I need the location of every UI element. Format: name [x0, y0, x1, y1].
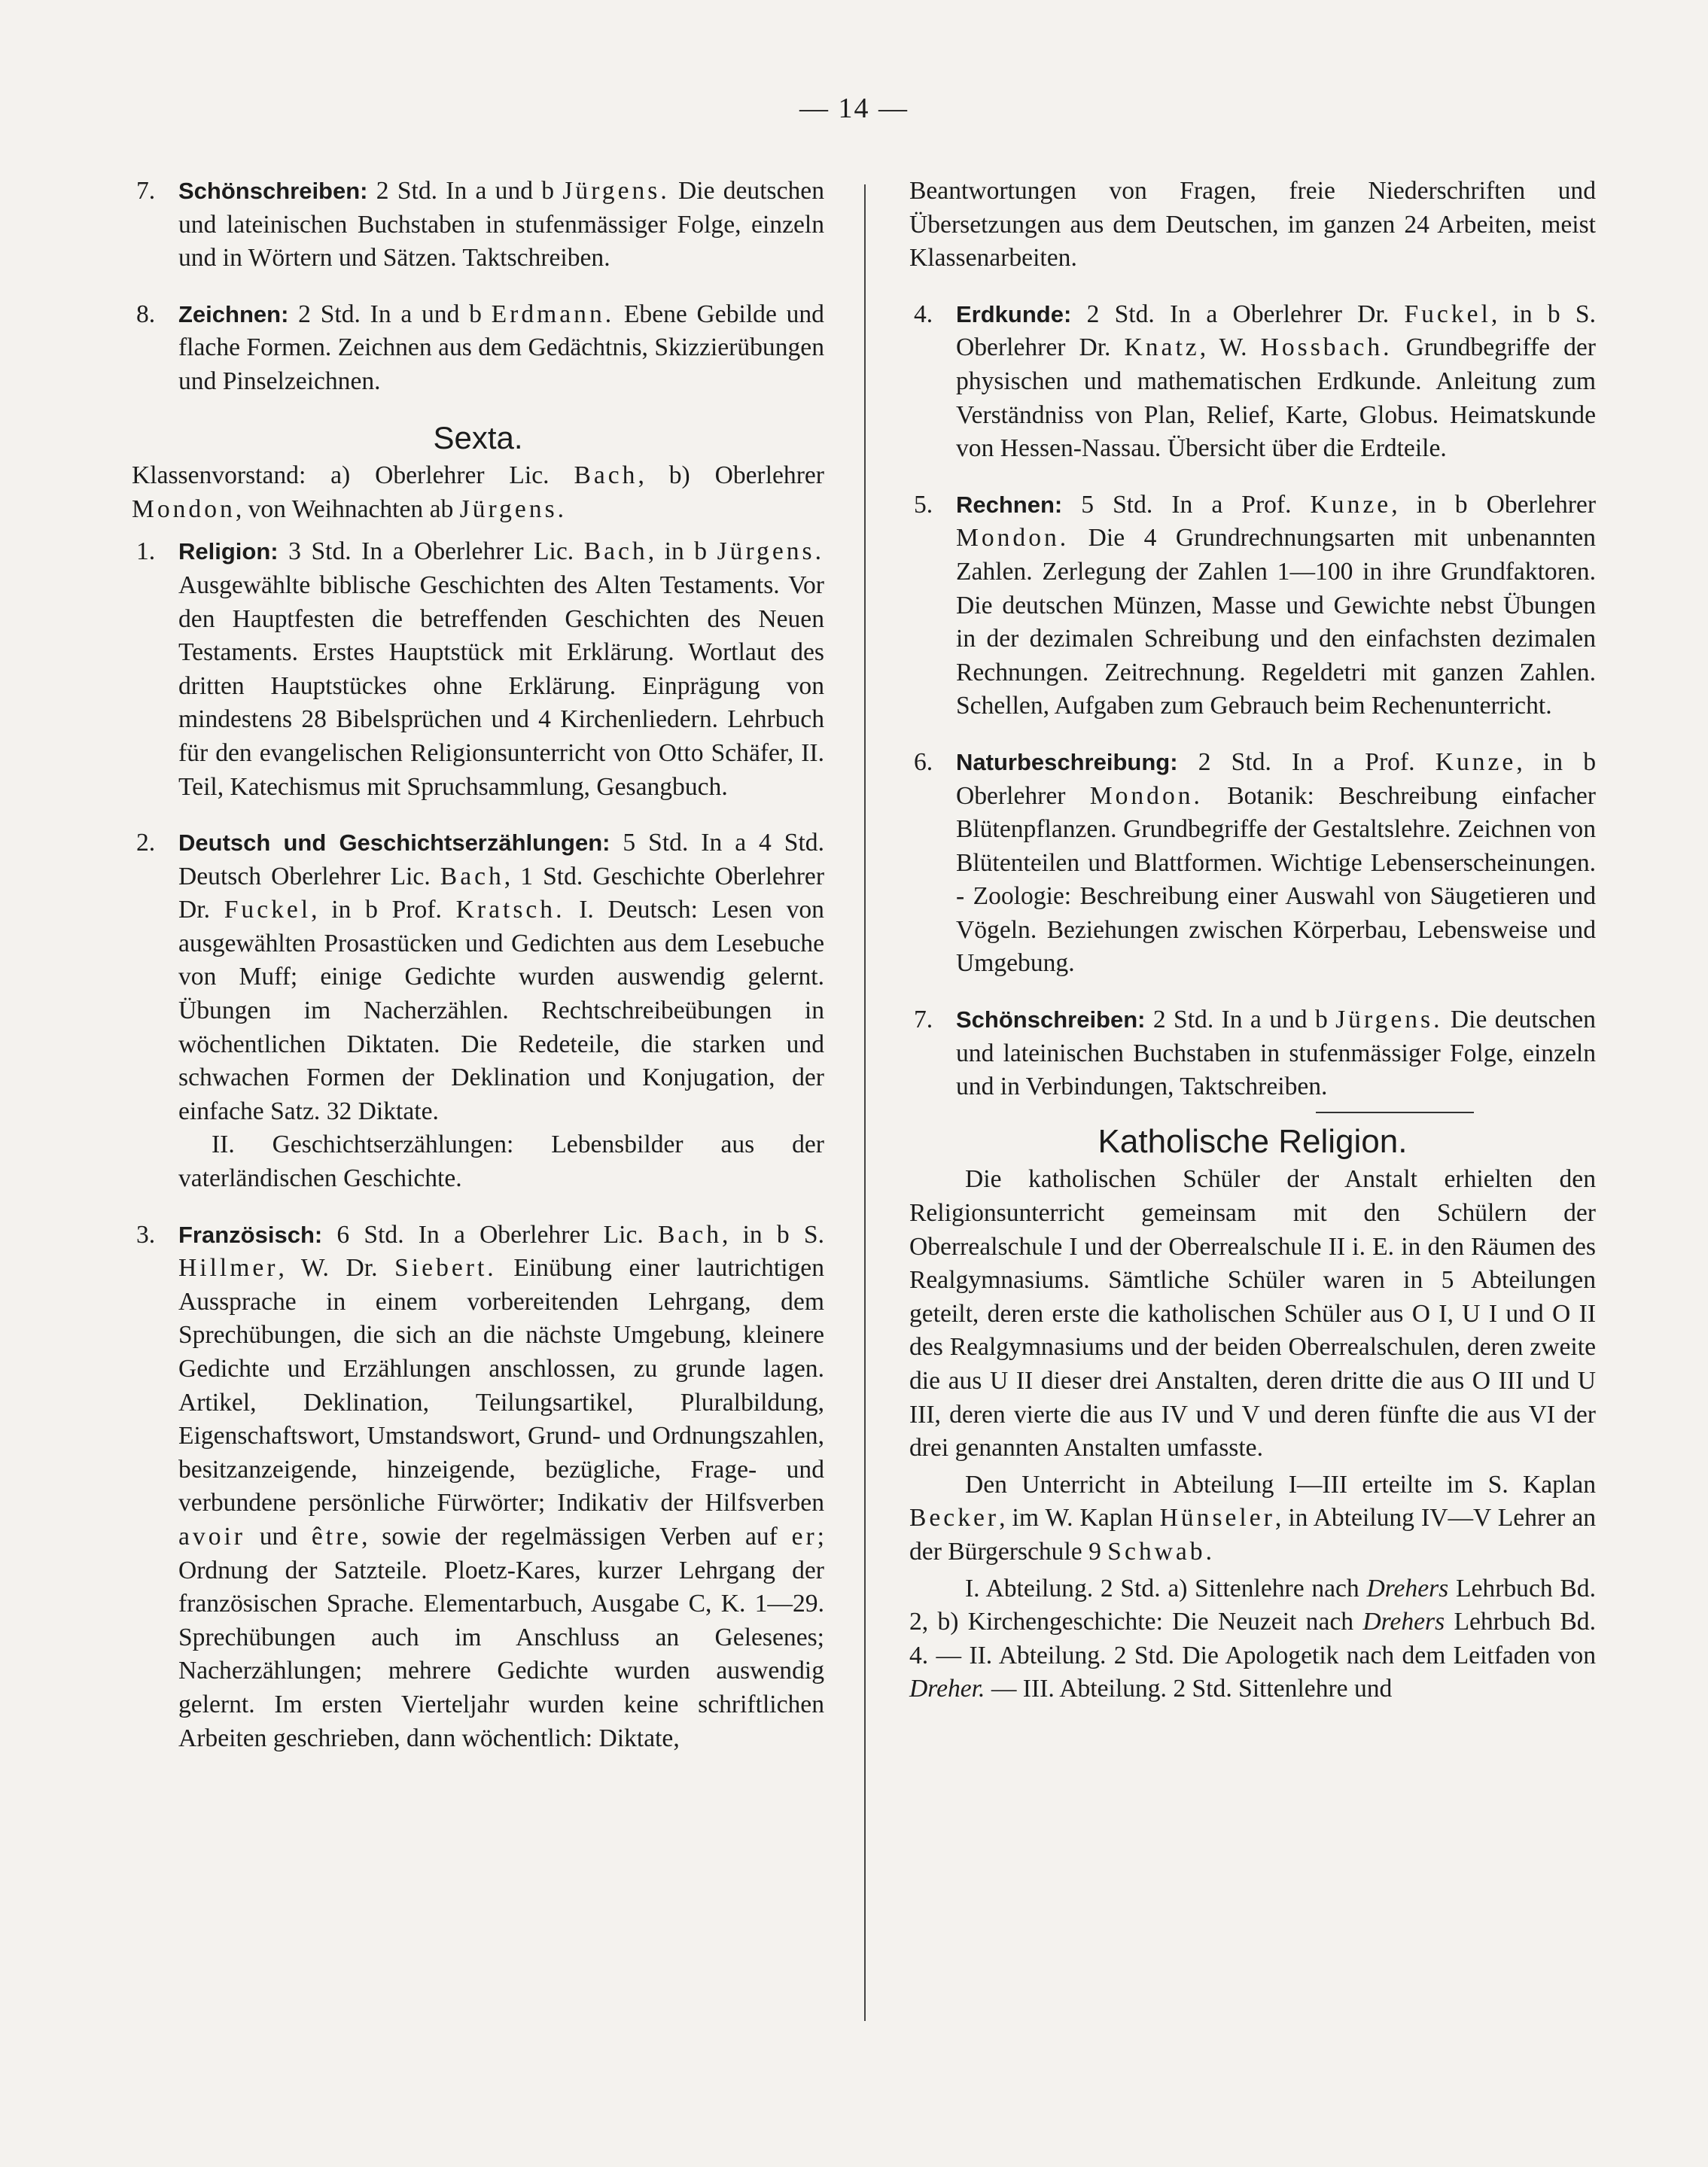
teacher-name: Knatz [1124, 333, 1200, 362]
item-text: Ebene Gebilde und flache Formen. Zeichnen aus dem Gedächtnis, Skizzierübungen und Pinselzeichnen. [178, 300, 824, 395]
french-word: être [311, 1522, 362, 1551]
book-author: Drehers [1366, 1574, 1449, 1602]
paragraph-schueler: Die katholischen Schüler der Anstalt erhielten den Religionsunterricht gemeinsam mit den Schülern der Oberrealschule I und der Oberrealschule II i. E. in den Räumen des Realgymnasiums. Sämtliche Schüler waren in 5 Abteilungen geteilt, deren erste die katholischen Schüler aus O I, U I und O II des Realgymnasiums und der beiden Oberrealschulen, deren zweite die aus U II dieser drei Anstalten, deren dritte die aus O III und U III, deren vierte die aus IV und V und deren fünfte die aus VI der drei genannten Anstalten umfasste. [909, 1165, 1596, 1462]
item-text: Die deutschen und lateinischen Buchstaben in stufenmässiger Folge, einzeln und in Verbindungen, Taktschreiben. [956, 1006, 1596, 1101]
book-author: Dreher. [909, 1675, 985, 1703]
teacher-name: Erdmann. [491, 300, 615, 328]
teacher-name: Bach [440, 862, 504, 890]
item-rechnen [909, 488, 1596, 723]
para-text: , im W. Kaplan [999, 1504, 1153, 1532]
item-heading: Zeichnen: [178, 300, 289, 327]
kv-text: , von Weihnachten ab [235, 495, 454, 523]
item-hours: 2 Std. In a und b [1152, 1006, 1328, 1034]
para-text: I. Abteilung. 2 Std. a) Sittenlehre nach [965, 1574, 1359, 1602]
teacher-name: Jürgens. [562, 177, 670, 205]
teacher-name: Hünseler [1159, 1504, 1275, 1532]
item-heading: Schönschreiben: [178, 178, 368, 204]
french-word: avoir [178, 1522, 245, 1551]
teacher-name: Hossbach. [1260, 333, 1393, 362]
item-text: , W. Dr. [278, 1254, 378, 1283]
section-title-sexta: Sexta. [433, 419, 523, 455]
teacher-name: Schwab. [1107, 1537, 1215, 1566]
item-number: 7. [914, 1006, 933, 1034]
item-schoenschreiben-sexta [909, 1003, 1596, 1104]
item-heading: Rechnen: [956, 491, 1063, 518]
item-number: 3. [136, 1220, 156, 1249]
teacher-name: Jürgens. [1335, 1006, 1443, 1034]
item-text: , in b S. Oberlehrer Dr. [956, 300, 1596, 362]
left-column [132, 175, 824, 1778]
item-heading: Schönschreiben: [956, 1006, 1146, 1033]
teacher-name: Bach [658, 1220, 723, 1249]
item-naturbeschreibung [909, 746, 1596, 981]
right-column [909, 175, 1596, 1709]
item-franzoesisch [132, 1219, 824, 1756]
item-hours: 3 Std. In a Oberlehrer Lic. [288, 537, 574, 566]
item-schoenschreiben [132, 175, 824, 275]
item-heading: Französisch: [178, 1221, 323, 1248]
kv-text: , b) Oberlehrer [638, 461, 824, 490]
item-text: Einübung einer lautrichtigen Aussprache in einem vorbereitenden Lehrgang, dem Sprechübungen, die sich an die nächste Umgebung, kleinere Gedichte und Erzählungen anschlossen, zu grunde lagen. Artikel, Deklination, Teilungsartikel, Pluralbildung, Eigenschaftswort, Umstandswort, Grund- und Ordnungszahlen, besitzanzeigende, hinzeigende, bezügliche, Frage- und verbundene persönliche Fürwörter; Indikativ der Hilfsverben [178, 1254, 825, 1517]
teacher-name: Kunze [1310, 490, 1392, 519]
item-text: , sowie der regelmässigen Verben auf [361, 1522, 778, 1551]
item-hours: 2 Std. In a und b [376, 177, 555, 205]
paragraph-abteilung [909, 1572, 1596, 1706]
item-heading: Religion: [178, 538, 279, 565]
item-text: Botanik: Beschreibung einfacher Blütenpflanzen. Grundbegriffe der Gestaltslehre. Zeichnen von Blütenteilen und Blattformen. Wichtige Lebenserscheinungen. - Zoologie: Beschreibung einer Auswahl von Säugetieren und Vögeln. Beziehungen zwischen Körperbau, Lebensweise und Umgebung. [956, 781, 1596, 978]
item-hours: 2 Std. In a Prof. [1198, 747, 1415, 776]
teacher-name: Jürgens. [717, 537, 824, 566]
item-text: und [259, 1522, 298, 1551]
continuation-text: Beantwortungen von Fragen, freie Niederschriften und Übersetzungen aus dem Deutschen, im ganzen 24 Arbeiten, meist Klassenarbeiten. [909, 177, 1596, 272]
section-title-katholische-religion: Katholische Religion. [1098, 1122, 1408, 1160]
item-religion [132, 535, 824, 804]
item-text: Die 4 Grundrechnungsarten mit unbenannten Zahlen. Zerlegung der Zahlen 1—100 in ihre Grundfaktoren. Die deutschen Münzen, Masse und Gewichte nebst Übungen in der dezimalen Schreibung und den einfachsten dezimalen Rechnungen. Zeitrechnung. Regeldetri mit ganzen Zahlen. Schellen, Aufgaben zum Gebrauch beim Rechenunterricht. [956, 524, 1596, 720]
teacher-name: Fuckel [1404, 300, 1491, 328]
section-rule [1316, 1112, 1474, 1113]
item-erdkunde [909, 298, 1596, 466]
teacher-name: Mondon. [1089, 781, 1203, 810]
item-heading: Naturbeschreibung: [956, 748, 1178, 775]
paragraph-unterricht [909, 1469, 1596, 1569]
item-number: 7. [136, 177, 156, 205]
item-text: Ausgewählte biblische Geschichten des Alten Testaments. Vor den Hauptfesten die betreffenden Geschichten des Neuen Testaments. Erstes Hauptstück mit Erklärung. Wortlaut des dritten Hauptstückes ohne Erklärung. Einprägung von mindestens 28 Bibelsprüchen und 4 Kirchenliedern. Lehrbuch für den evangelischen Religionsunterricht von Otto Schäfer, II. Teil, Katechismus mit Spruchsammlung, Gesangbuch. [178, 571, 824, 801]
item-heading: Erdkunde: [956, 300, 1072, 327]
teacher-name: Fuckel [224, 896, 312, 924]
item-text: , in b Oberlehrer [1391, 490, 1596, 519]
item-number: 5. [914, 490, 933, 519]
french-word: er [791, 1522, 817, 1551]
item-number: 1. [136, 537, 156, 566]
item-text: ; Ordnung der Satzteile. Ploetz-Kares, kurzer Lehrgang der französischen Sprache. Elementarbuch, Ausgabe C, K. 1—29. Sprechübungen auch im Anschluss an Gelesenes; Nacherzählungen; mehrere Gedichte wurden auswendig gelernt. Im ersten Vierteljahr wurden keine schriftlichen Arbeiten geschrieben, dann wöchentlich: Diktate, [178, 1522, 824, 1752]
teacher-name: Becker [909, 1504, 1000, 1532]
item-number: 6. [914, 747, 933, 776]
item-subtext: II. Geschichtserzählungen: Lebensbilder aus der vaterländischen Geschichte. [178, 1131, 824, 1193]
kv-text: Klassenvorstand: a) Oberlehrer Lic. [132, 461, 550, 490]
para-text: Den Unterricht in Abteilung I—III erteilte im S. Kaplan [965, 1470, 1596, 1499]
para-text: , in Abteilung IV—V Lehrer an der Bürgerschule 9 [909, 1504, 1597, 1566]
para-text: — III. Abteilung. 2 Std. Sittenlehre und [991, 1675, 1393, 1703]
item-zeichnen [132, 298, 824, 399]
teacher-name: Kunze [1435, 747, 1517, 776]
item-text: Die deutschen und lateinischen Buchstaben in stufenmässiger Folge, einzeln und in Wörtern und Sätzen. Taktschreiben. [178, 177, 824, 272]
teacher-name: Jürgens. [459, 495, 568, 523]
klassenvorstand [132, 459, 824, 526]
teacher-name: Bach [583, 537, 648, 566]
page-number: — 14 — [799, 93, 909, 124]
item-number: 4. [914, 300, 933, 328]
item-text: , in b Oberlehrer [956, 747, 1597, 810]
teacher-name: Siebert. [394, 1254, 497, 1283]
item-hours: 5 Std. In a 4 Std. Deutsch Oberlehrer Lic. [178, 829, 824, 890]
item-text: , in b S. [722, 1220, 824, 1249]
item-number: 2. [136, 829, 156, 857]
item-text: Grundbegriffe der physischen und mathematischen Erdkunde. Anleitung zum Verständniss von Plan, Relief, Karte, Globus. Heimatskunde von Hessen-Nassau. Übersicht über die Erdteile. [956, 333, 1596, 463]
item-hours: 5 Std. In a Prof. [1081, 490, 1292, 519]
item-number: 8. [136, 300, 156, 328]
para-text: Lehrbuch Bd. 4. — II. Abteilung. 2 Std. Die Apologetik nach dem Leitfaden von [909, 1608, 1596, 1669]
teacher-name: Mondon. [956, 524, 1070, 552]
column-divider [864, 184, 866, 2021]
item-text: , in b Prof. [311, 896, 442, 924]
teacher-name: Bach [574, 461, 638, 490]
item-text: , W. [1199, 333, 1247, 362]
item-text: , 1 Std. Geschichte Oberlehrer Dr. [178, 862, 825, 924]
item-text: I. Deutsch: Lesen von ausgewählten Prosastücken und Gedichten aus dem Lesebuche von Muff; einige Gedichte wurden auswendig gelernt. Übungen im Nacherzählen. Rechtschreibeübungen in wöchentlichen Diktaten. Die Redeteile, die starken und schwachen Formen der Deklination und Konjugation, der einfache Satz. 32 Diktate. [178, 896, 824, 1125]
item-hours: 6 Std. In a Oberlehrer Lic. [336, 1220, 644, 1249]
para-text: Lehrbuch Bd. 2, b) Kirchengeschichte: Die Neuzeit nach [909, 1574, 1596, 1636]
teacher-name: Hillmer [178, 1254, 279, 1283]
item-hours: 2 Std. In a und b [298, 300, 482, 328]
item-text: , in b [647, 537, 708, 566]
teacher-name: Mondon [132, 495, 236, 523]
book-author: Drehers [1362, 1608, 1445, 1636]
item-hours: 2 Std. In a Oberlehrer Dr. [1086, 300, 1390, 328]
item-deutsch [132, 826, 824, 1196]
teacher-name: Kratsch. [455, 896, 565, 924]
item-heading: Deutsch und Geschichtserzählungen: [178, 829, 610, 857]
